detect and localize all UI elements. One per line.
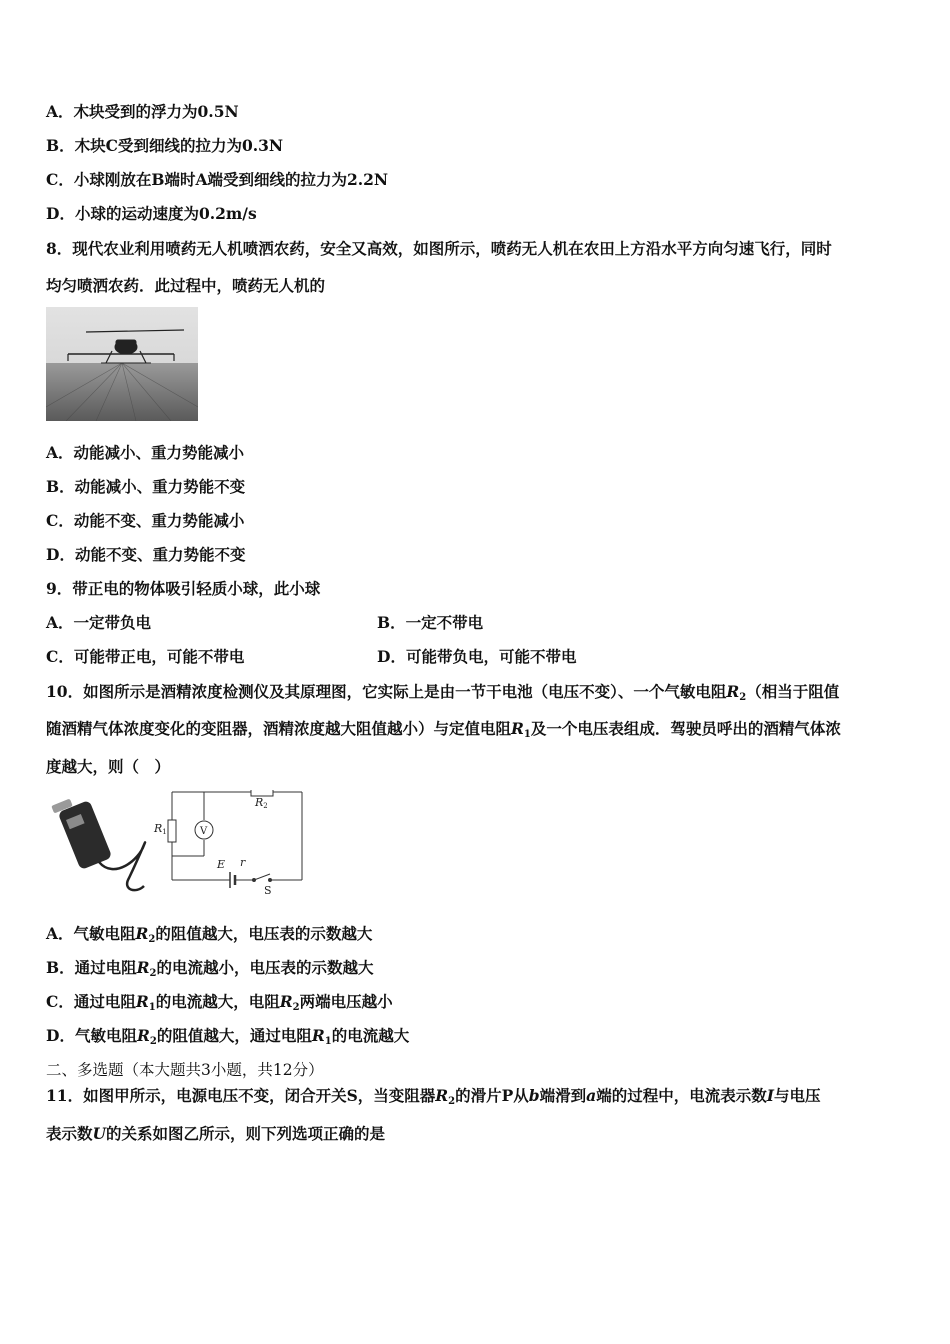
q10-option-b: B．通过电阻$R_2$的电流越小，电压表的示数越大 bbox=[46, 958, 374, 979]
q8-stem-line2: 均匀喷洒农药．此过程中，喷药无人机的 bbox=[46, 276, 326, 295]
label-r1: R1 bbox=[154, 822, 167, 836]
q11-stem-line1: 11．如图甲所示，电源电压不变，闭合开关S，当变阻器$R_2$的滑片P从b端滑到a端的过程中，电流表示数I与电压 bbox=[46, 1086, 821, 1107]
q8-option-a: A．动能减小、重力势能减小 bbox=[46, 443, 245, 462]
q11-stem-line2: 表示数U的关系如图乙所示，则下列选项正确的是 bbox=[46, 1124, 386, 1143]
q9-stem: 9．带正电的物体吸引轻质小球，此小球 bbox=[46, 579, 321, 598]
label-e: E bbox=[217, 858, 226, 871]
q8-option-d: D．动能不变、重力势能不变 bbox=[46, 545, 246, 564]
q10-stem-line3: 度越大，则（ ） bbox=[46, 757, 171, 776]
q9-option-a: A．一定带负电 bbox=[46, 613, 152, 632]
circuit-diagram bbox=[168, 790, 302, 888]
voltmeter-symbol: V bbox=[200, 826, 208, 837]
q10-option-a: A．气敏电阻$R_2$的阻值越大，电压表的示数越大 bbox=[46, 924, 373, 945]
breathalyzer-figure bbox=[44, 790, 306, 898]
q7-option-b: B．木块C受到细线的拉力为0.3N bbox=[46, 136, 284, 155]
q7-option-d: D．小球的运动速度为0.2m/s bbox=[46, 204, 257, 223]
label-s: S bbox=[264, 884, 272, 897]
q10-stem-line2: 随酒精气体浓度变化的变阻器，酒精浓度越大阻值越小）与定值电阻$R_1$及一个电压表组成．驾驶员呼出的酒精气体浓 bbox=[46, 719, 841, 740]
q10-stem-line1: 10．如图所示是酒精浓度检测仪及其原理图，它实际上是由一节干电池（电压不变）、一个气敏电阻$R_2$（相当于阻值 bbox=[46, 682, 840, 703]
label-r2: R2 bbox=[255, 796, 268, 810]
q8-stem-line1: 8．现代农业利用喷药无人机喷洒农药，安全又高效，如图所示，喷药无人机在农田上方沿水平方向匀速飞行，同时 bbox=[46, 239, 832, 258]
q7-option-c: C．小球刚放在B端时A端受到细线的拉力为2.2N bbox=[46, 170, 389, 189]
label-r: r bbox=[240, 856, 246, 869]
q10-option-d: D．气敏电阻$R_2$的阻值越大，通过电阻$R_1$的电流越大 bbox=[46, 1026, 410, 1047]
q10-option-c: C．通过电阻$R_1$的电流越大，电阻$R_2$两端电压越小 bbox=[46, 992, 393, 1013]
section-heading: 二、多选题（本大题共3小题，共12分） bbox=[46, 1061, 324, 1079]
q9-option-b: B．一定不带电 bbox=[377, 613, 484, 632]
q9-option-d: D．可能带负电，可能不带电 bbox=[377, 647, 577, 666]
drone-photo bbox=[46, 307, 198, 421]
q9-option-c: C．可能带正电，可能不带电 bbox=[46, 647, 245, 666]
q7-option-a: A．木块受到的浮力为0.5N bbox=[46, 102, 239, 121]
breathalyzer-device bbox=[51, 799, 145, 891]
q8-option-b: B．动能减小、重力势能不变 bbox=[46, 477, 246, 496]
q8-option-c: C．动能不变、重力势能减小 bbox=[46, 511, 245, 530]
